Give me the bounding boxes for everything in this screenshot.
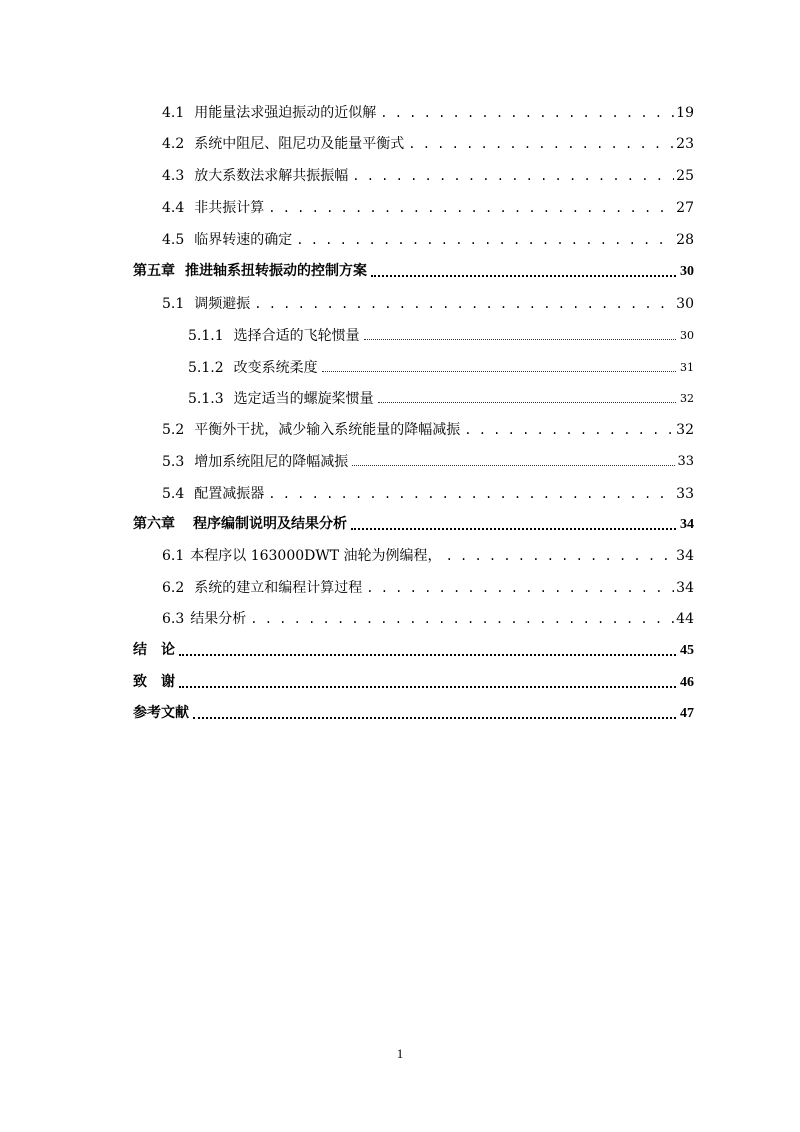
dot-leader [408, 137, 674, 151]
toc-entry-number: 4.2 [162, 136, 185, 152]
toc-chapter-5[interactable] [133, 259, 694, 281]
toc-entry-title: 选定适当的螺旋桨惯量 [233, 391, 374, 407]
toc-entry-number: 4.3 [162, 168, 185, 184]
toc-entry-number: 4.4 [162, 200, 185, 216]
toc-entry-title: 改变系统柔度 [233, 360, 318, 376]
dot-leader [268, 201, 674, 215]
toc-entry-number: 5.1.3 [188, 391, 224, 407]
toc-entry-number: 5.1 [162, 296, 185, 312]
dot-leader [250, 612, 674, 626]
toc-entry-number: 第五章 [133, 264, 175, 279]
toc-entry-number: 5.2 [162, 422, 185, 438]
toc-entry-title: 结果分析 [190, 611, 247, 627]
dot-leader [380, 106, 674, 120]
toc-entry-page: 47 [680, 706, 694, 721]
toc-conclusion[interactable] [133, 638, 694, 660]
toc-entry-5-1-2[interactable] [188, 355, 694, 377]
toc-entry-number: 第六章 [133, 517, 175, 532]
dot-leader [179, 650, 676, 656]
toc-entry-number: 6.3 [162, 611, 185, 627]
toc-references[interactable] [133, 701, 694, 723]
toc-entry-page: 45 [680, 643, 694, 658]
toc-entry-number: 6.1 [162, 548, 185, 564]
toc-entry-page: 30 [676, 296, 694, 312]
dot-leader [179, 682, 676, 688]
toc-entry-page: 31 [680, 361, 694, 374]
toc-chapter-6[interactable] [133, 512, 694, 534]
toc-entry-page: 33 [677, 454, 694, 469]
toc-entry-6-3[interactable] [162, 606, 694, 628]
toc-entry-page: 27 [676, 200, 694, 216]
dot-leader [352, 462, 675, 466]
toc-entry-title: 参考文献 [133, 706, 189, 721]
page-number: 1 [396, 1046, 404, 1061]
toc-entry-title: 增加系统阻尼的降幅减振 [194, 454, 349, 470]
toc-entry-title: 结 论 [133, 643, 175, 658]
toc-entry-title: 调频避振 [194, 296, 251, 312]
toc-entry-5-3[interactable] [162, 449, 694, 471]
toc-entry-title: 推进轴系扭转振动的控制方案 [185, 264, 367, 279]
toc-entry-page: 32 [680, 392, 694, 405]
toc-entry-title: 临界转速的确定 [194, 232, 293, 248]
toc-entry-title: 平衡外干扰，减少输入系统能量的降幅减振 [194, 422, 461, 438]
dot-leader [378, 399, 676, 403]
toc-entry-page: 46 [680, 675, 694, 690]
toc-entry-title: 系统中阻尼、阻尼功及能量平衡式 [194, 136, 405, 152]
dot-leader [371, 271, 676, 277]
toc-entry-title: 选择合适的飞轮惯量 [233, 328, 360, 344]
toc-entry-6-1[interactable] [162, 543, 694, 565]
dot-leader [268, 487, 674, 501]
toc-entry-5-4[interactable] [162, 481, 694, 503]
toc-entry-page: 32 [676, 422, 694, 438]
toc-entry-title: 配置减振器 [194, 486, 265, 502]
toc-entry-page: 44 [676, 611, 694, 627]
toc-entry-title: 放大系数法求解共振振幅 [194, 168, 349, 184]
toc-entry-title: 非共振计算 [194, 200, 265, 216]
dot-leader [254, 297, 674, 311]
toc-entry-title: 用能量法求强迫振动的近似解 [194, 105, 377, 121]
toc-entry-5-1[interactable] [162, 291, 694, 313]
dot-leader [446, 549, 675, 563]
dot-leader [364, 336, 676, 340]
toc-entry-number: 5.1.2 [188, 360, 224, 376]
dot-leader [352, 169, 674, 183]
toc-entry-title: 程序编制说明及结果分析 [193, 517, 347, 532]
toc-entry-page: 33 [676, 486, 694, 502]
toc-entry-page: 34 [676, 580, 694, 596]
toc-entry-number: 5.3 [162, 454, 185, 470]
toc-entry-page: 34 [676, 548, 694, 564]
toc-entry-5-1-3[interactable] [188, 386, 694, 408]
toc-entry-4-3[interactable] [162, 163, 694, 185]
toc-entry-page: 30 [680, 264, 694, 279]
toc-entry-title: 致 谢 [133, 675, 175, 690]
dot-leader [464, 423, 674, 437]
dot-leader [193, 713, 676, 719]
toc-entry-page: 34 [680, 517, 694, 532]
toc-entry-number: 4.1 [162, 105, 185, 121]
toc-entry-number: 5.1.1 [188, 328, 224, 344]
toc-entry-number: 6.2 [162, 580, 185, 596]
toc-entry-4-1[interactable] [162, 100, 694, 122]
toc-entry-6-2[interactable] [162, 575, 694, 597]
toc-entry-page: 19 [676, 105, 694, 121]
toc-entry-page: 23 [676, 136, 694, 152]
toc-entry-page: 30 [680, 329, 694, 342]
dot-leader [351, 524, 676, 530]
toc-entry-5-2[interactable] [162, 417, 694, 439]
toc-entry-4-5[interactable] [162, 227, 694, 249]
dot-leader [322, 368, 676, 372]
toc-entry-title: 本程序以 163000DWT 油轮为例编程， [190, 548, 442, 564]
toc-entry-5-1-1[interactable] [188, 323, 694, 345]
toc-acknowledgements[interactable] [133, 670, 694, 692]
toc-entry-number: 4.5 [162, 232, 185, 248]
toc-entry-title: 系统的建立和编程计算过程 [194, 580, 363, 596]
toc-entry-4-2[interactable] [162, 131, 694, 153]
toc-entry-page: 28 [676, 232, 694, 248]
toc-entry-4-4[interactable] [162, 195, 694, 217]
toc-entry-page: 25 [676, 168, 694, 184]
dot-leader [296, 233, 674, 247]
toc-entry-number: 5.4 [162, 486, 185, 502]
dot-leader [366, 581, 674, 595]
